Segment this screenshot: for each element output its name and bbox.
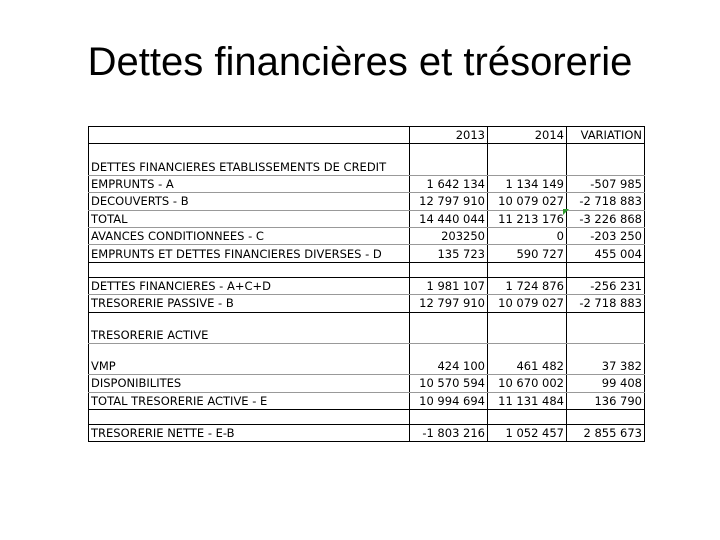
value-2014: 461 482 — [488, 358, 567, 375]
value-2013: 203250 — [410, 227, 488, 244]
spacer-row — [89, 343, 645, 358]
value-variation: 136 790 — [567, 392, 645, 409]
row-label: EMPRUNTS ET DETTES FINANCIERES DIVERSES - D — [89, 245, 410, 262]
row-label: DISPONIBILITES — [89, 375, 410, 392]
value-variation: -507 985 — [567, 175, 645, 192]
row-label: TRESORERIE NETTE - E-B — [89, 425, 410, 442]
header-variation: VARIATION — [567, 127, 645, 144]
value-2014: 10 670 002 — [488, 375, 567, 392]
value-2014: 1 052 457 — [488, 425, 567, 442]
value-2013: 14 440 044 — [410, 210, 488, 227]
row-label: TOTAL TRESORERIE ACTIVE - E — [89, 392, 410, 409]
row-label: DETTES FINANCIERES - A+C+D — [89, 277, 410, 294]
value-variation: -256 231 — [567, 277, 645, 294]
row-label: TRESORERIE ACTIVE — [89, 327, 410, 344]
header-2013: 2013 — [410, 127, 488, 144]
value-2013 — [410, 158, 488, 175]
value-2013 — [410, 327, 488, 344]
table-row — [89, 175, 645, 192]
row-label: AVANCES CONDITIONNEES - C — [89, 227, 410, 244]
value-2014: 1 134 149 — [488, 175, 567, 192]
value-variation: -3 226 868 — [567, 210, 645, 227]
value-2013: 12 797 910 — [410, 193, 488, 210]
spacer-row — [89, 410, 645, 425]
table-row — [89, 193, 645, 210]
value-variation: -203 250 — [567, 227, 645, 244]
financial-table — [88, 126, 645, 442]
row-label: VMP — [89, 358, 410, 375]
spacer-row — [89, 144, 645, 159]
spacer-row — [89, 312, 645, 327]
value-2013: 12 797 910 — [410, 295, 488, 312]
value-variation: 37 382 — [567, 358, 645, 375]
table-row — [89, 327, 645, 344]
value-2014: 590 727 — [488, 245, 567, 262]
value-2014: 0 — [488, 227, 567, 244]
value-variation: -2 718 883 — [567, 295, 645, 312]
value-2013: 10 994 694 — [410, 392, 488, 409]
cell-error-indicator-icon — [563, 209, 569, 215]
table-row — [89, 425, 645, 442]
value-2013: 135 723 — [410, 245, 488, 262]
row-label: TOTAL — [89, 210, 410, 227]
value-2013: 424 100 — [410, 358, 488, 375]
row-label: DETTES FINANCIERES ETABLISSEMENTS DE CREDIT — [89, 158, 410, 175]
value-variation: 99 408 — [567, 375, 645, 392]
value-variation: 2 855 673 — [567, 425, 645, 442]
row-label: TRESORERIE PASSIVE - B — [89, 295, 410, 312]
value-2014: 11 131 484 — [488, 392, 567, 409]
value-variation — [567, 158, 645, 175]
value-2014: 10 079 027 — [488, 295, 567, 312]
value-2014: 1 724 876 — [488, 277, 567, 294]
value-2013: -1 803 216 — [410, 425, 488, 442]
table-header-row — [89, 127, 645, 144]
table-row — [89, 295, 645, 312]
value-2013: 1 981 107 — [410, 277, 488, 294]
value-variation: 455 004 — [567, 245, 645, 262]
value-2014 — [488, 327, 567, 344]
table-row — [89, 227, 645, 244]
header-label-cell — [89, 127, 410, 144]
table-row — [89, 392, 645, 409]
row-label: DECOUVERTS - B — [89, 193, 410, 210]
table-row — [89, 358, 645, 375]
value-2014: 10 079 027 — [488, 193, 567, 210]
spacer-row — [89, 262, 645, 277]
value-2014: 11 213 176 — [488, 210, 567, 227]
table-row — [89, 210, 645, 227]
table-row — [89, 375, 645, 392]
value-2013: 1 642 134 — [410, 175, 488, 192]
row-label: EMPRUNTS - A — [89, 175, 410, 192]
table-row — [89, 158, 645, 175]
value-2013: 10 570 594 — [410, 375, 488, 392]
slide-title: Dettes financières et trésorerie — [87, 40, 633, 84]
value-2014 — [488, 158, 567, 175]
value-variation: -2 718 883 — [567, 193, 645, 210]
table-row — [89, 277, 645, 294]
value-variation — [567, 327, 645, 344]
header-2014: 2014 — [488, 127, 567, 144]
table-row — [89, 245, 645, 262]
